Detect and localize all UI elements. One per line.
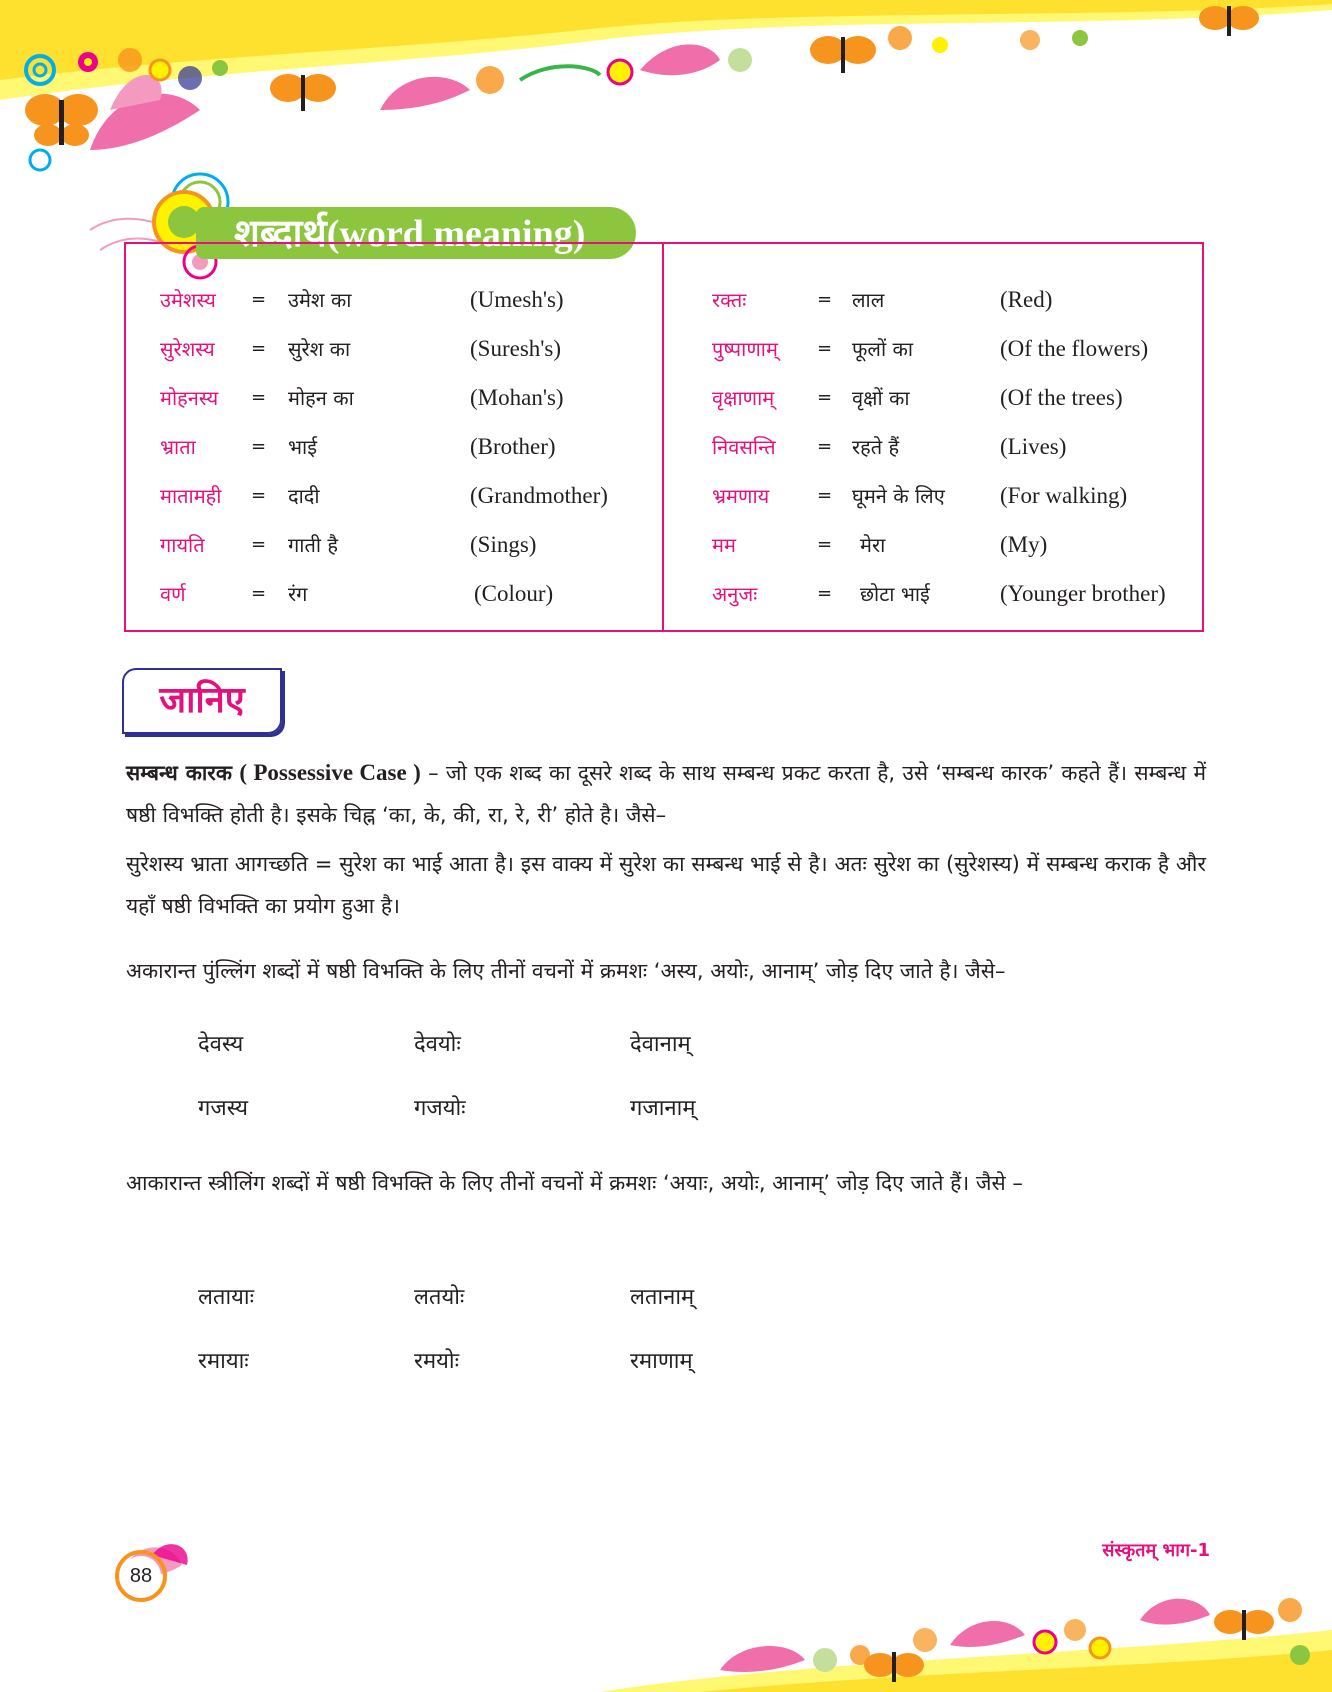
top-floral-decoration [0,0,1332,180]
hindi-meaning: रंग [288,582,308,606]
english-meaning: (My) [1000,532,1048,557]
equals-sign: = [817,436,833,457]
sanskrit-word: सुरेशस्य [160,337,215,361]
bottom-floral-decoration [0,1560,1332,1692]
sanskrit-word: अनुजः [712,582,758,606]
hindi-meaning: मेरा [860,533,886,557]
heading-hindi: शब्दार्थ [234,211,327,255]
sanskrit-word: वृक्षाणाम् [712,386,775,410]
sanskrit-word: मातामही [160,484,222,508]
hindi-meaning: घूमने के लिए [852,484,945,508]
hindi-meaning: रहते हैं [852,435,900,459]
hindi-meaning: उमेश का [288,288,352,312]
equals-sign: = [817,338,833,359]
example-word: गजयोः [414,1096,466,1121]
english-meaning: (Brother) [470,434,556,459]
example-word: देवयोः [414,1032,461,1057]
equals-sign: = [251,387,267,408]
butterfly-icon [810,36,876,73]
english-meaning: (Lives) [1000,434,1067,459]
table-divider [662,242,664,632]
hindi-meaning: लाल [852,288,885,312]
hindi-meaning: दादी [288,484,320,508]
equals-sign: = [817,485,833,506]
equals-sign: = [251,436,267,457]
sanskrit-word: मोहनस्य [160,386,219,410]
butterfly-icon [270,74,336,111]
definition-text: – जो एक शब्द का दूसरे शब्द के साथ सम्बन्ध प्रकट करता है, उसे ‘सम्बन्ध कारक’ कहते हैं। सम्बन्ध में षष्ठी विभक्ति होती है। इसके चिह्न ‘का, के, की, रा, रे, री’ होते है। जैसे– [126,761,1206,827]
feminine-rule: आकारान्त स्त्रीलिंग शब्दों में षष्ठी विभक्ति के लिए तीनों वचनों में क्रमशः ‘अयाः, अयोः, आनाम्’ जोड़ दिए जाते हैं। जैसे – [126,1171,1023,1195]
sanskrit-word: मम [712,533,736,557]
example-word: रमयोः [414,1349,460,1374]
english-meaning: (Of the flowers) [1000,336,1149,361]
hindi-meaning: भाई [288,435,318,459]
term-english: ( Possessive Case ) [239,760,421,785]
example-word: रमाणाम् [630,1349,693,1374]
english-meaning: (Of the trees) [1000,385,1123,410]
english-meaning: (Grandmother) [470,483,608,508]
english-meaning: (Red) [1000,287,1053,312]
hindi-meaning: मोहन का [288,386,354,410]
butterfly-icon [1214,1610,1274,1640]
equals-sign: = [817,583,833,604]
example-word: देवस्य [198,1032,244,1057]
equals-sign: = [251,534,267,555]
equals-sign: = [251,289,267,310]
hindi-meaning: गाती है [288,533,338,557]
equals-sign: = [251,583,267,604]
example-word: गजानाम् [630,1096,696,1121]
hindi-meaning: छोटा भाई [860,582,930,606]
sanskrit-word: भ्रमणाय [712,484,770,508]
sanskrit-word: भ्राता [160,435,196,459]
sanskrit-word: गायति [160,533,205,557]
book-title: संस्कृतम् भाग-1 [1102,1540,1210,1561]
example-word: रमायाः [198,1349,249,1374]
example-word: देवानाम् [630,1032,691,1057]
masculine-rule: अकारान्त पुंल्लिंग शब्दों में षष्ठी विभक्ति के लिए तीनों वचनों में क्रमशः ‘अस्य, अयोः, आनाम्’ जोड़ दिए जाते है। जैसे– [126,959,1006,983]
english-meaning: (Younger brother) [1000,581,1166,606]
equals-sign: = [251,485,267,506]
equals-sign: = [251,338,267,359]
page-number: 88 [129,1565,153,1587]
english-meaning: (Umesh's) [470,287,564,312]
butterfly-icon [1199,6,1259,36]
english-meaning: (For walking) [1000,483,1128,508]
heading-english: (word meaning) [326,213,586,255]
sanskrit-word: वर्ण [160,582,186,606]
example-word: लतानाम् [630,1285,695,1310]
example-word: गजस्य [198,1096,249,1121]
hindi-meaning: सुरेश का [288,337,351,361]
possessive-case-definition [126,752,1206,836]
sanskrit-word: निवसन्ति [712,435,776,459]
english-meaning: (Sings) [470,532,537,557]
equals-sign: = [817,387,833,408]
example-paragraph: सुरेशस्य भ्राता आगच्छति = सुरेश का भाई आता है। इस वाक्य में सुरेश का सम्बन्ध भाई से है। अतः सुरेश का (सुरेशस्य) में सम्बन्ध कराक है और यहाँ षष्ठी विभक्ति का प्रयोग हुआ है। [126,852,1206,918]
hindi-meaning: फूलों का [852,337,914,361]
sanskrit-word: उमेशस्य [160,288,216,312]
hindi-meaning: वृक्षों का [852,386,910,410]
example-word: लतयोः [414,1285,465,1310]
english-meaning: (Mohan's) [470,385,564,410]
english-meaning: (Colour) [474,581,554,606]
butterfly-icon [25,94,98,146]
equals-sign: = [817,534,833,555]
english-meaning: (Suresh's) [470,336,562,361]
equals-sign: = [817,289,833,310]
sanskrit-word: रक्तः [712,288,747,312]
sanskrit-word: पुष्पाणाम् [712,337,778,361]
term-hindi: सम्बन्ध कारक [126,761,232,785]
example-word: लतायाः [198,1285,255,1310]
janiye-label: जानिए [122,668,282,734]
